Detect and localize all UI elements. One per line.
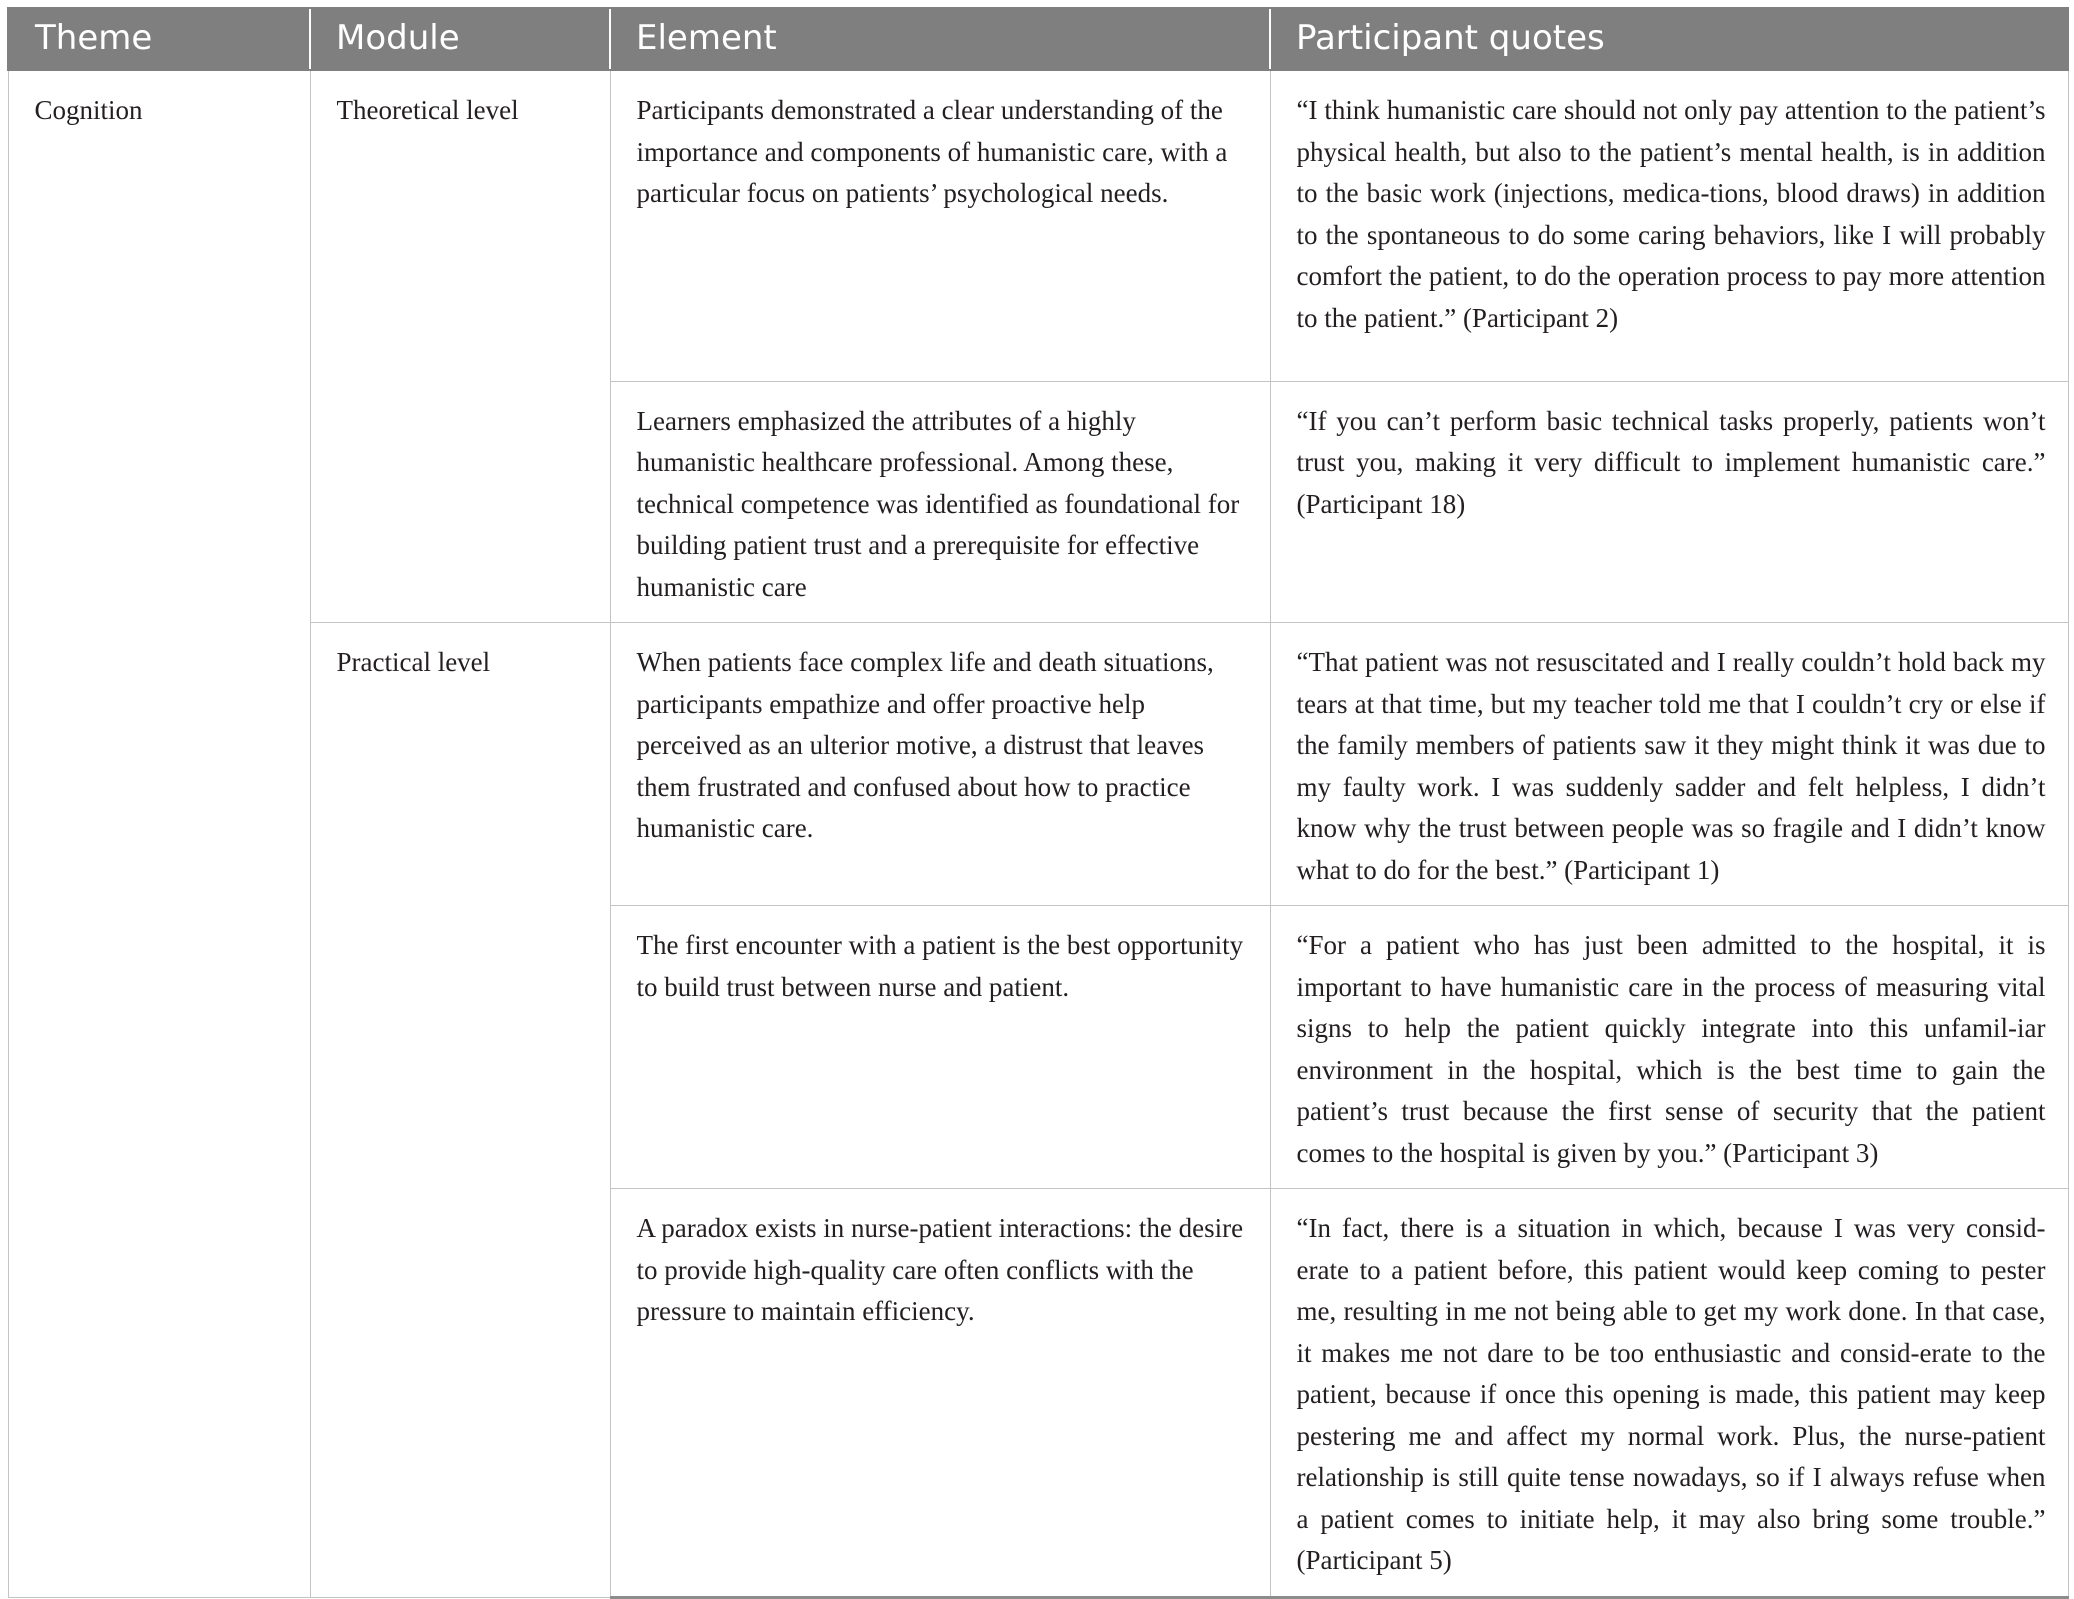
header-element: Element bbox=[610, 8, 1270, 70]
quote-cell: “If you can’t perform basic technical tasks properly, patients won’t trust you, making it very difficult to implement humanistic care.” (Participant 18) bbox=[1270, 381, 2068, 623]
quote-cell: “In fact, there is a situation in which, because I was very consid-erate to a patient before, this patient would keep coming to pester me, resulting in me not being able to get my work done. In that case, it makes me not dare to be too enthusiastic and consid-erate to the patient, because if once this opening is made, this patient may keep pestering me and affect my normal work. Plus, the nurse-patient relationship is still quite tense nowadays, so if I always refuse when a patient comes to initiate help, it may also bring some trouble.” (Participant 5) bbox=[1270, 1189, 2068, 1598]
element-cell: When patients face complex life and death situations, participants empathize and offer proactive help perceived as an ulterior motive, a distrust that leaves them frustrated and confused about how to practice humanistic care. bbox=[610, 623, 1270, 906]
qualitative-findings-table bbox=[7, 7, 2069, 1599]
table-row bbox=[8, 70, 2068, 381]
table-row bbox=[8, 623, 2068, 906]
qualitative-findings-table-container bbox=[7, 7, 2067, 1599]
element-cell: The first encounter with a patient is the best opportunity to build trust between nurse and patient. bbox=[610, 906, 1270, 1189]
module-cell-practical: Practical level bbox=[310, 623, 610, 1598]
element-cell: Participants demonstrated a clear understanding of the importance and components of humanistic care, with a particular focus on patients’ psychological needs. bbox=[610, 70, 1270, 381]
table-header-row bbox=[8, 8, 2068, 70]
header-module: Module bbox=[310, 8, 610, 70]
quote-cell: “I think humanistic care should not only pay attention to the patient’s physical health, but also to the patient’s mental health, is in addition to the basic work (injections, medica-tions, blood draws) in addition to the spontaneous to do some caring behaviors, like I will probably comfort the patient, to do the operation process to pay more attention to the patient.” (Participant 2) bbox=[1270, 70, 2068, 381]
header-participant-quotes: Participant quotes bbox=[1270, 8, 2068, 70]
element-cell: A paradox exists in nurse-patient interactions: the desire to provide high-quality care often conflicts with the pressure to maintain efficiency. bbox=[610, 1189, 1270, 1598]
element-cell: Learners emphasized the attributes of a highly humanistic healthcare professional. Among these, technical competence was identified as foundational for building patient trust and a prerequisite for effective humanistic care bbox=[610, 381, 1270, 623]
theme-cell: Cognition bbox=[8, 70, 310, 1597]
module-cell-theoretical: Theoretical level bbox=[310, 70, 610, 623]
quote-cell: “That patient was not resuscitated and I really couldn’t hold back my tears at that time, but my teacher told me that I couldn’t cry or else if the family members of patients saw it they might think it was due to my faulty work. I was suddenly sadder and felt helpless, I didn’t know why the trust between people was so fragile and I didn’t know what to do for the best.” (Participant 1) bbox=[1270, 623, 2068, 906]
quote-cell: “For a patient who has just been admitted to the hospital, it is important to have humanistic care in the process of measuring vital signs to help the patient quickly integrate into this unfamil-iar environment in the hospital, which is the best time to gain the patient’s trust because the first sense of security that the patient comes to the hospital is given by you.” (Participant 3) bbox=[1270, 906, 2068, 1189]
header-theme: Theme bbox=[8, 8, 310, 70]
